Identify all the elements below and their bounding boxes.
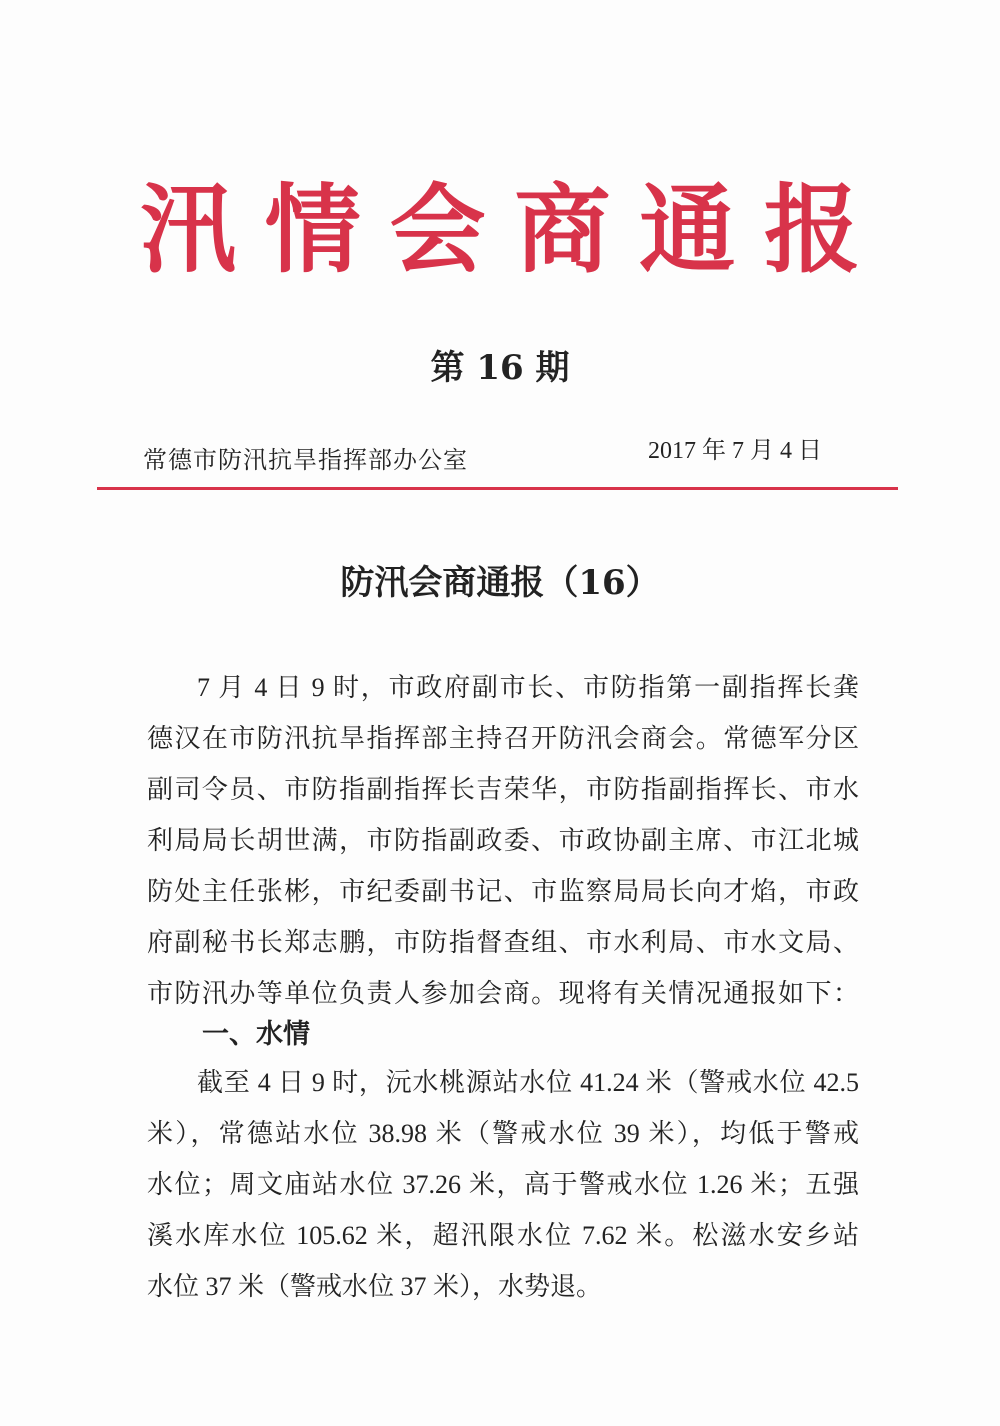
issue-number: 第 16 期: [430, 348, 570, 388]
water-paragraph: [147, 1057, 859, 1312]
text-line: 副司令员、市防指副指挥长吉荣华，市防指副指挥长、市水: [147, 775, 859, 804]
red-divider: [97, 487, 898, 490]
text-line: 水位 37 米（警戒水位 37 米），水势退。: [147, 1272, 603, 1301]
text-line: 市防汛办等单位负责人参加会商。现将有关情况通报如下：: [147, 979, 859, 1008]
masthead-char: 会: [389, 173, 486, 286]
masthead-char: 汛: [140, 173, 236, 286]
text-line: 7 月 4 日 9 时，市政府副市长、市防指第一副指挥长龚: [197, 673, 859, 702]
text-line: 府副秘书长郑志鹏，市防指督查组、市水利局、市水文局、: [147, 928, 859, 957]
masthead-char: 通: [639, 173, 736, 286]
intro-paragraph: [147, 662, 859, 1019]
text-line: 米），常德站水位 38.98 米（警戒水位 39 米），均低于警戒: [147, 1119, 859, 1148]
issue-date: 2017 年 7 月 4 日: [648, 438, 822, 464]
masthead-char: 报: [763, 173, 860, 286]
text-line: 利局局长胡世满，市防指副政委、市政协副主席、市江北城: [147, 826, 859, 855]
masthead-title: [140, 170, 860, 290]
text-line: 水位；周文庙站水位 37.26 米，高于警戒水位 1.26 米；五强: [147, 1170, 859, 1199]
text-line: 截至 4 日 9 时，沅水桃源站水位 41.24 米（警戒水位 42.5: [197, 1068, 859, 1097]
issuer: 常德市防汛抗旱指挥部办公室: [143, 446, 468, 474]
section-heading: 一、水情: [202, 1019, 310, 1050]
text-line: 防处主任张彬，市纪委副书记、市监察局局长向才焰，市政: [147, 877, 859, 906]
masthead-char: 商: [514, 173, 611, 286]
text-line: 德汉在市防汛抗旱指挥部主持召开防汛会商会。常德军分区: [147, 724, 859, 753]
text-line: 溪水库水位 105.62 米，超汛限水位 7.62 米。松滋水安乡站: [147, 1221, 859, 1250]
masthead-char: 情: [264, 173, 361, 286]
document-title: 防汛会商通报（16）: [340, 563, 660, 603]
